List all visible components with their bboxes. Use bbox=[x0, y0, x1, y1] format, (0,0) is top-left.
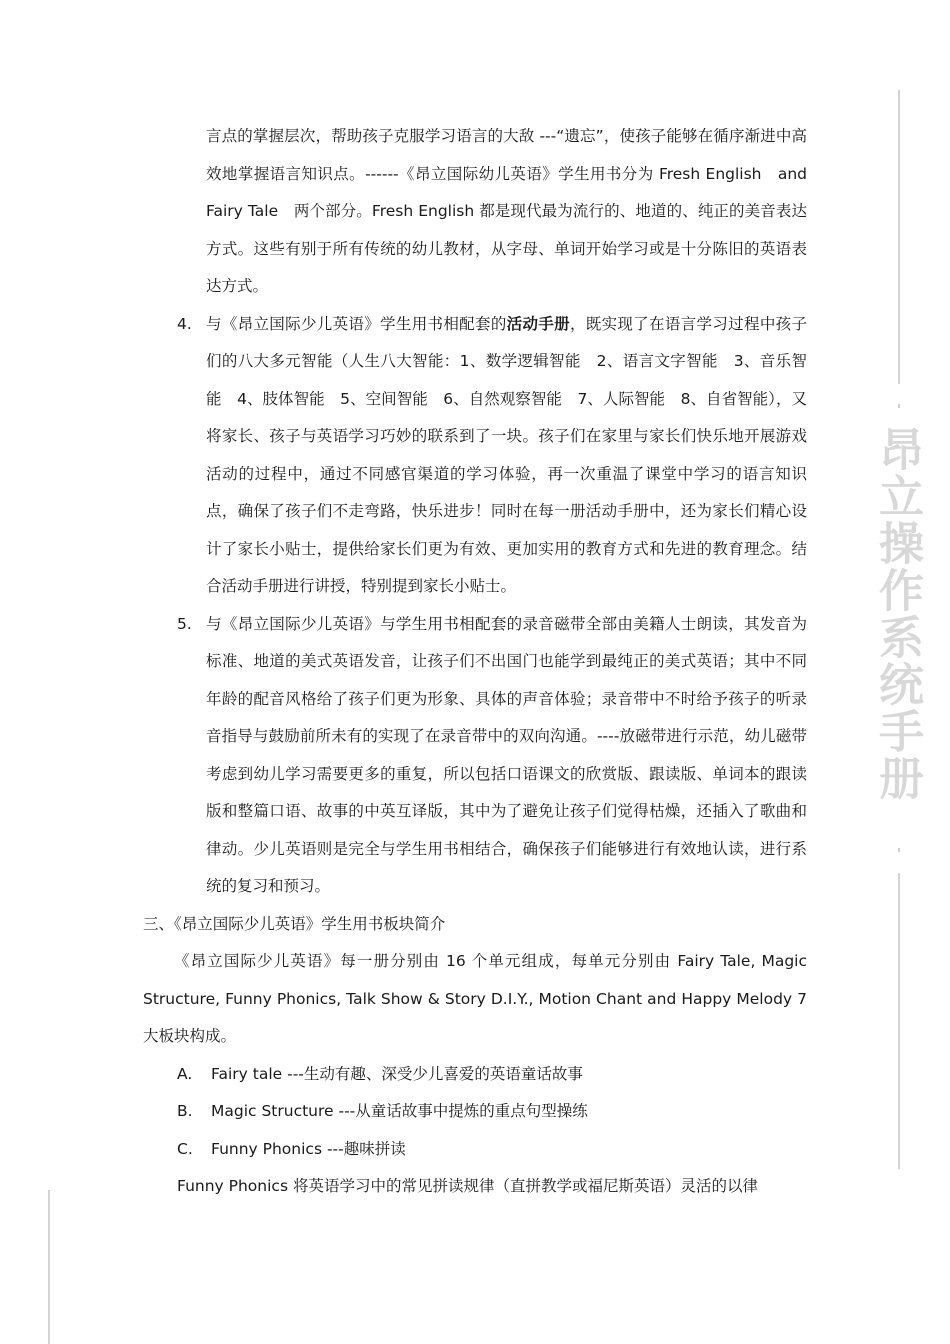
list-item-4 bbox=[177, 306, 807, 606]
side-decor-line-bottom bbox=[898, 873, 900, 1169]
funny-phonics-paragraph: Funny Phonics 将英语学习中的常见拼读规律（直拼教学或福尼斯英语）灵活的以律 bbox=[177, 1177, 758, 1195]
item5-text: 与《昂立国际少儿英语》与学生用书相配套的录音磁带全部由美籍人士朗读，其发音为标准、地道的美式英语发音，让孩子们不出国门也能学到最纯正的美式英语；其中不同年龄的配音风格给了孩子们更为形象、具体的声音体验；录音带中不时给予孩子的听录音指导与鼓励前所未有的实现了在录音带中的双向沟通。----放磁带进行示范，幼儿磁带考虑到幼儿学习需要更多的重复，所以包括口语课文的欣赏版、跟读版、单词本的跟读版和整篇口语、故事的中英互译版，其中为了避免让孩子们觉得枯燥，还插入了歌曲和律动。少儿英语则是完全与学生用书相结合，确保孩子们能够进行有效地认读，进行系统的复习和预习。 bbox=[206, 614, 807, 895]
list-number-4: 4. bbox=[177, 314, 192, 333]
left-decor-line bbox=[48, 1190, 50, 1344]
section3-paragraph: 《昂立国际少儿英语》每一册分别由 16 个单元组成，每单元分别由 Fairy Tale, Magic Structure, Funny Phonics, Talk Show & Story D.I.Y., Motion Chant and Happy Melody 7 大板块构成。 bbox=[143, 952, 807, 1045]
side-decor-dot-bottom bbox=[898, 848, 900, 852]
list-item-5 bbox=[177, 606, 807, 906]
section3-heading: 三、《昂立国际少儿英语》学生用书板块简介 bbox=[143, 914, 446, 933]
item4-text-before: 与《昂立国际少儿英语》学生用书相配套的 bbox=[206, 314, 507, 333]
sub-item-a-letter: A. bbox=[177, 1064, 193, 1083]
item4-text-after: ，既实现了在语言学习过程中孩子们的八大多元智能（人生八大智能：1、数学逻辑智能 2、语言文字智能 3、音乐智能 4、肢体智能 5、空间智能 6、自然观察智能 7、人际智能 8、自省智能），又将家长、孩子与英语学习巧妙的联系到了一块。孩子们在家里与家长们快乐地开展游戏活动的过程中，通过不同感官渠道的学习体验，再一次重温了课堂中学习的语言知识点，确保了孩子们不走弯路，快乐进步！同时在每一册活动手册中，还为家长们精心设计了家长小贴士，提供给家长们更为有效、更加实用的教育方式和先进的教育理念。结合活动手册进行讲授，特别提到家长小贴士。 bbox=[206, 314, 807, 595]
sub-item-c bbox=[177, 1131, 807, 1169]
sub-item-a-text: Fairy tale ---生动有趣、深受少儿喜爱的英语童话故事 bbox=[211, 1064, 583, 1083]
side-decor-dot-top bbox=[898, 404, 900, 408]
sub-item-c-letter: C. bbox=[177, 1139, 193, 1158]
sub-item-b-letter: B. bbox=[177, 1102, 193, 1120]
intro-paragraph: 言点的掌握层次，帮助孩子克服学习语言的大敌 ---“遗忘”，使孩子能够在循序渐进中高效地掌握语言知识点。------《昂立国际幼儿英语》学生用书分为 Fresh English and Fairy Tale 两个部分。Fresh English 都是现代最为流行的、地道的、纯正的美音表达方式。这些有别于所有传统的幼儿教材，从字母、单词开始学习或是十分陈旧的英语表达方式。 bbox=[206, 127, 807, 295]
side-watermark-title: 昂立操作系统手册 bbox=[871, 426, 924, 802]
item4-bold-text: 活动手册 bbox=[506, 314, 570, 333]
side-decor-line-top bbox=[898, 90, 900, 384]
sub-item-c-text: Funny Phonics ---趣味拼读 bbox=[211, 1139, 406, 1158]
document-body bbox=[143, 118, 807, 1206]
sub-item-b bbox=[177, 1093, 807, 1131]
sub-item-a bbox=[177, 1056, 807, 1094]
sub-item-b-text: Magic Structure ---从童话故事中提炼的重点句型操练 bbox=[211, 1102, 588, 1120]
list-number-5: 5. bbox=[177, 614, 192, 633]
